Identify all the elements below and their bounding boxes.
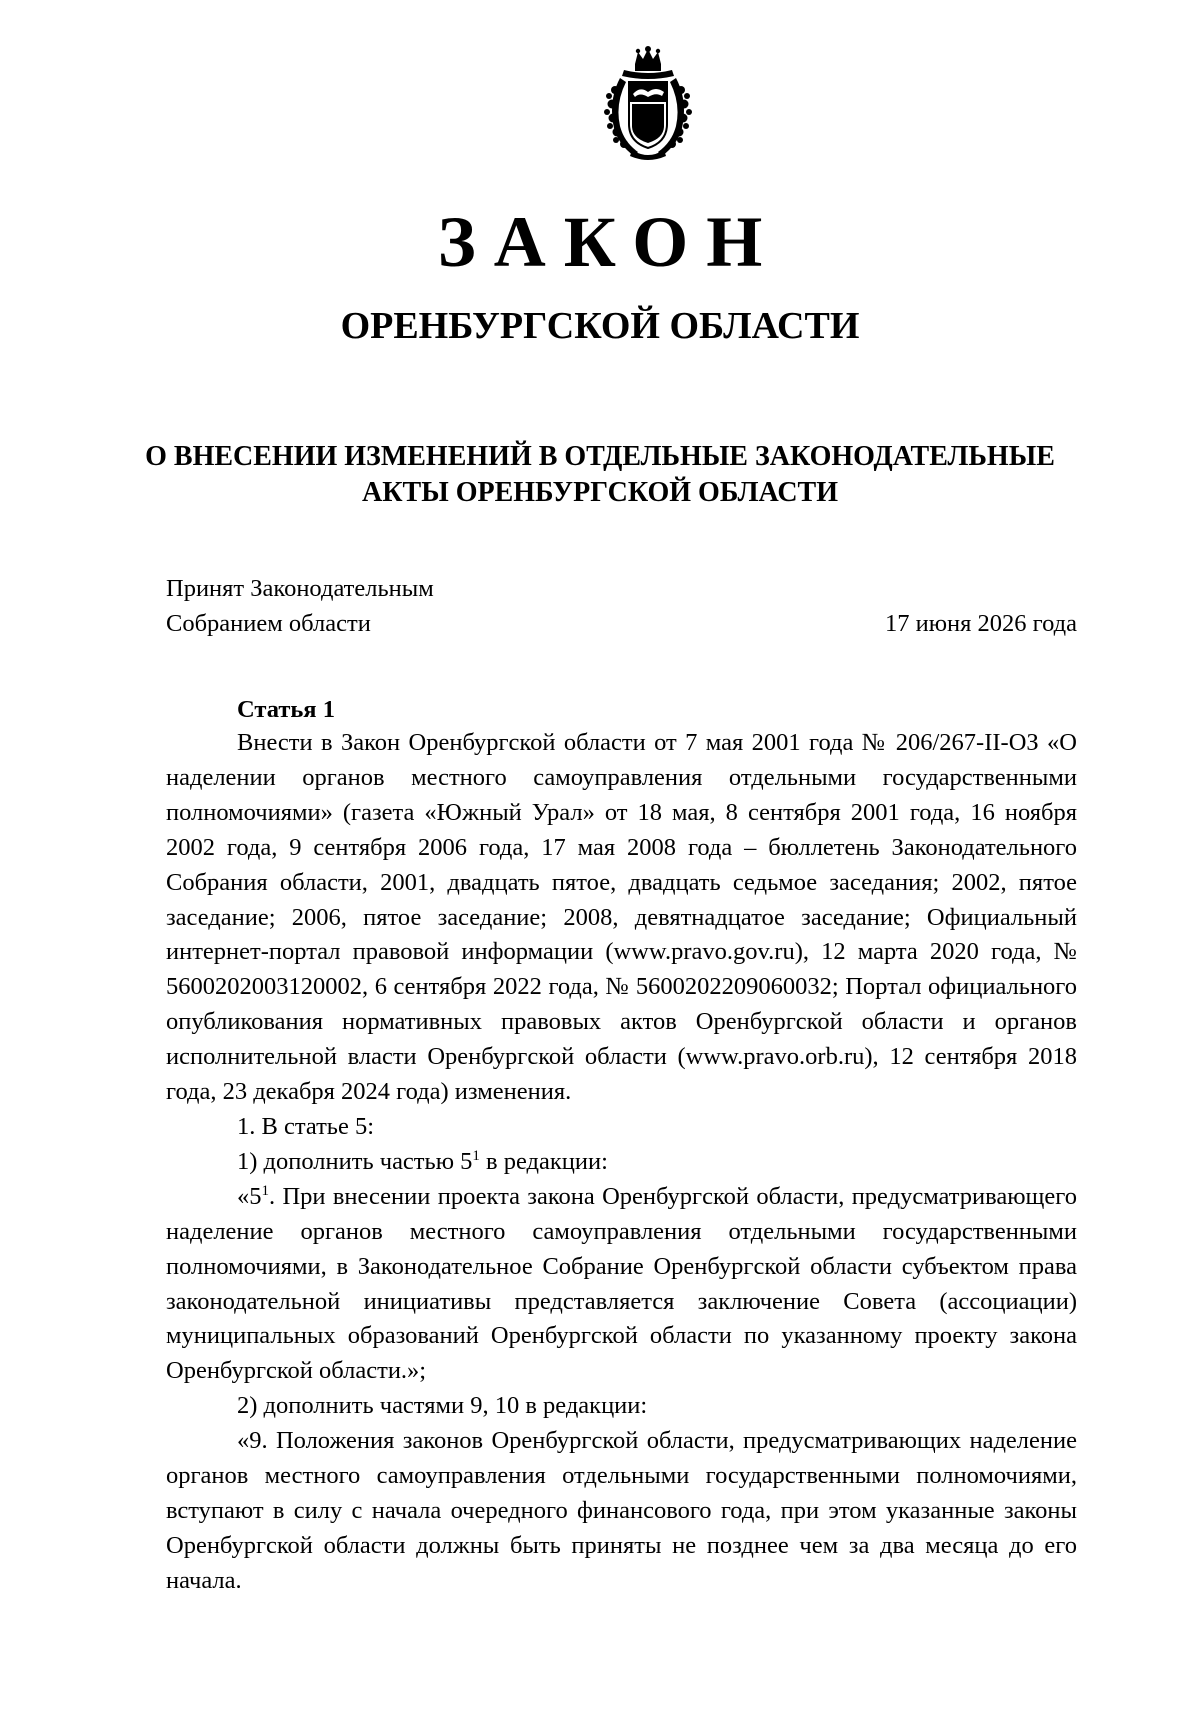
subitem-2: 2) дополнить частями 9, 10 в редакции: [237,1392,648,1420]
region-title: ОРЕНБУРГСКОЙ ОБЛАСТИ [340,305,860,347]
subitem-1-prefix: 1) дополнить частью 5 [237,1147,473,1175]
adoption-line-2: Собранием области [166,610,371,637]
law-subject-line-1: О ВНЕСЕНИИ ИЗМЕНЕНИЙ В ОТДЕЛЬНЫЕ ЗАКОНОДАТЕЛЬНЫЕ [145,441,1055,472]
coat-of-arms-icon [604,46,692,160]
law-subject [0,439,1200,511]
article-heading: Статья 1 [237,696,335,723]
quote-part-5-1 [166,1180,1077,1389]
adoption-block [166,571,434,641]
quote-part-9: «9. Положения законов Оренбургской области, предусматривающих наделение органов местного самоуправления отдельными государственными полномочиями, вступают в силу с начала очередного финансового года, при этом указанные законы Оренбургской области должны быть приняты не позднее чем за два месяца до его начала. [166,1427,1077,1594]
item-1: 1. В статье 5: [237,1112,375,1140]
subitem-1 [166,1145,1077,1180]
quote-1-text: . При внесении проекта закона Оренбургской области, предусматривающего наделение органов местного самоуправления отдельными государственными полномочиями, в Законодательное Собрание Оренбургской области субъектом права законодательной инициативы представляется заключение Совета (ассоциации) муниципальных образований Оренбургской области по указанному проекту закона Оренбургской области.»; [166,1182,1077,1385]
document-title: ЗАКОН [437,202,781,282]
quote-1-superscript: 1 [261,1182,269,1199]
subitem-1-suffix: в редакции: [479,1147,608,1175]
article-body [166,726,1077,1599]
article-intro-paragraph: Внести в Закон Оренбургской области от 7 мая 2001 года № 206/267-II-ОЗ «О наделении органов местного самоуправления отдельными государственными полномочиями» (газета «Южный Урал» от 18 мая, 8 сентября 2001 года, 16 ноября 2002 года, 9 сентября 2006 года, 17 мая 2008 года – бюллетень Законодательного Собрания области, 2001, двадцать пятое, двадцать седьмое заседания; 2002, пятое заседание; 2006, пятое заседание; 2008, девятнадцатое заседание; Официальный интернет-портал правовой информации (www.pravo.gov.ru), 12 марта 2020 года, № 5600202003120002, 6 сентября 2022 года, № 5600202209060032; Портал официального опубликования нормативных правовых актов Оренбургской области и органов исполнительной власти Оренбургской области (www.pravo.orb.ru), 12 сентября 2018 года, 23 декабря 2024 года) изменения. [166,729,1077,1106]
adoption-line-1: Принят Законодательным [166,575,434,602]
law-subject-line-2: АКТЫ ОРЕНБУРГСКОЙ ОБЛАСТИ [362,477,838,508]
subitem-1-superscript: 1 [472,1147,480,1164]
quote-1-prefix: «5 [237,1182,262,1210]
adoption-date: 17 июня 2026 года [885,610,1077,637]
